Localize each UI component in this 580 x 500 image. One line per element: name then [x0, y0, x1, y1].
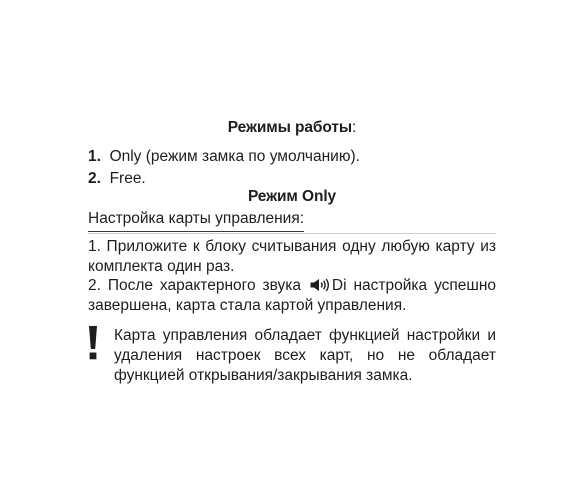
exclamation-icon [88, 326, 98, 360]
list-item-text: Free. [109, 170, 146, 187]
setup-step-2-after: настройка успешно завершена, карта стала картой управления. [88, 277, 497, 314]
setup-step-2 [88, 276, 496, 316]
note-text: Карта управления обладает функцией настройки и удаления настроек всех карт, но не обладает функцией открывания/закрывания замка. [114, 327, 496, 384]
list-item-number: 2 [88, 170, 97, 187]
setup-step-1: 1. Приложите к блоку считывания одну любую карту из комплекта один раз. [88, 238, 496, 275]
list-item-text: Only (режим замка по умолчанию). [109, 148, 360, 165]
only-mode-heading: Режим Only [247, 188, 337, 205]
setup-step-2-before: 2. После характерного звука [88, 277, 301, 294]
list-item-number: 1 [88, 148, 97, 165]
list-item-dot: . [96, 148, 101, 165]
setup-subheading: Настройка карты управления: [88, 209, 304, 232]
modes-heading [88, 118, 496, 138]
list-item [88, 146, 360, 168]
sound-label: Di [331, 277, 347, 294]
modes-heading-colon: : [351, 119, 357, 136]
speaker-sound-icon [310, 278, 331, 292]
modes-heading-title: Режимы работы [227, 119, 352, 136]
modes-list [88, 146, 360, 190]
section-divider [88, 233, 496, 234]
list-item-dot: . [96, 170, 101, 187]
